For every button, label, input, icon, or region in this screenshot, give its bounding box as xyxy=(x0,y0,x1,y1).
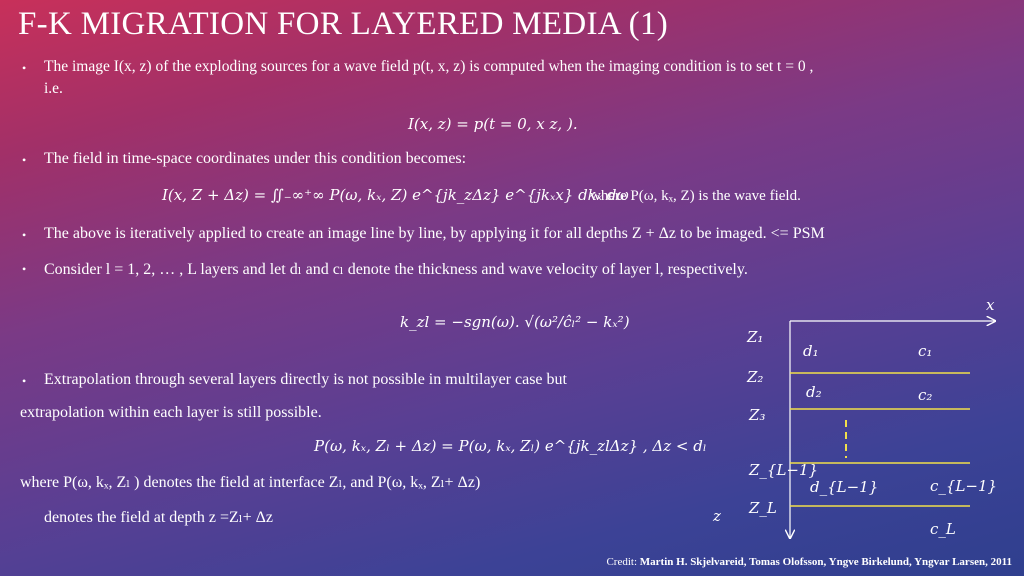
label-c2: c₂ xyxy=(918,386,933,404)
bullet-3: The above is iteratively applied to create an image line by line, by applying it for all depths Z + Δz to be imaged. <= PSM xyxy=(44,225,825,242)
bullet-marker: • xyxy=(22,153,27,167)
bullet-1-line-1: The image I(x, z) of the exploding sources for a wave field p(t, x, z) is computed when the imaging condition is to set t = 0 , xyxy=(44,58,814,75)
bullet-marker: • xyxy=(22,61,27,75)
label-c1: c₁ xyxy=(918,342,933,360)
label-d2: d₂ xyxy=(806,383,822,401)
label-dLm1: d_{L−1} xyxy=(810,478,879,496)
equation-where-note: where P(ω, kₓ, Z) is the wave field. xyxy=(590,188,801,204)
label-Z3: Z₃ xyxy=(749,406,766,424)
bullet-marker: • xyxy=(22,374,27,388)
denotes-line: denotes the field at depth z =Zₗ+ Δz xyxy=(44,509,274,526)
label-d1: d₁ xyxy=(803,342,819,360)
label-cLm1: c_{L−1} xyxy=(930,477,998,495)
label-Z1: Z₁ xyxy=(747,328,764,346)
equation-layer-extrapolation: P(ω, kₓ, Zₗ + Δz) = P(ω, kₓ, Zₗ) e^{jk_zlΔz} , Δz < dₗ xyxy=(314,437,707,455)
bullet-5-line-2: extrapolation within each layer is still possible. xyxy=(20,404,322,421)
x-axis-label: x xyxy=(986,296,995,314)
bullet-marker: • xyxy=(22,228,27,242)
label-ZLm1: Z_{L−1} xyxy=(749,461,819,479)
bullet-4: Consider l = 1, 2, … , L layers and let dₗ and cₗ denote the thickness and wave velocity of layer l, respectively. xyxy=(44,261,748,278)
credit-names: Martin H. Skjelvareid, Tomas Olofsson, Yngve Birkelund, Yngvar Larsen, 2011 xyxy=(639,556,1012,568)
bullet-marker: • xyxy=(22,262,27,276)
credit-line xyxy=(606,556,1012,568)
equation-image-condition: I(x, z) = p(t = 0, x z, ). xyxy=(408,115,578,133)
bullet-1-line-2: i.e. xyxy=(44,80,63,97)
bullet-2: The field in time-space coordinates under this condition becomes: xyxy=(44,150,467,167)
equation-kzl: k_zl = −sgn(ω). √(ω²/ĉₗ² − kₓ²) xyxy=(400,313,630,331)
bullet-5-line-1: Extrapolation through several layers directly is not possible in multilayer case but xyxy=(44,371,567,388)
label-Z2: Z₂ xyxy=(747,368,764,386)
slide-title: F-K MIGRATION FOR LAYERED MEDIA (1) xyxy=(18,6,669,42)
label-ZL: Z_L xyxy=(749,499,777,517)
where-line: where P(ω, kₓ, Zₗ ) denotes the field at interface Zₗ, and P(ω, kₓ, Zₗ+ Δz) xyxy=(20,474,481,491)
label-cL: c_L xyxy=(930,520,956,538)
credit-prefix: Credit: xyxy=(606,556,638,568)
z-axis-label: z xyxy=(713,507,721,525)
equation-field-integral: I(x, Z + Δz) = ∬₋∞⁺∞ P(ω, kₓ, Z) e^{jk_zΔz} e^{jkₓx} dkₓ dω xyxy=(162,186,629,204)
